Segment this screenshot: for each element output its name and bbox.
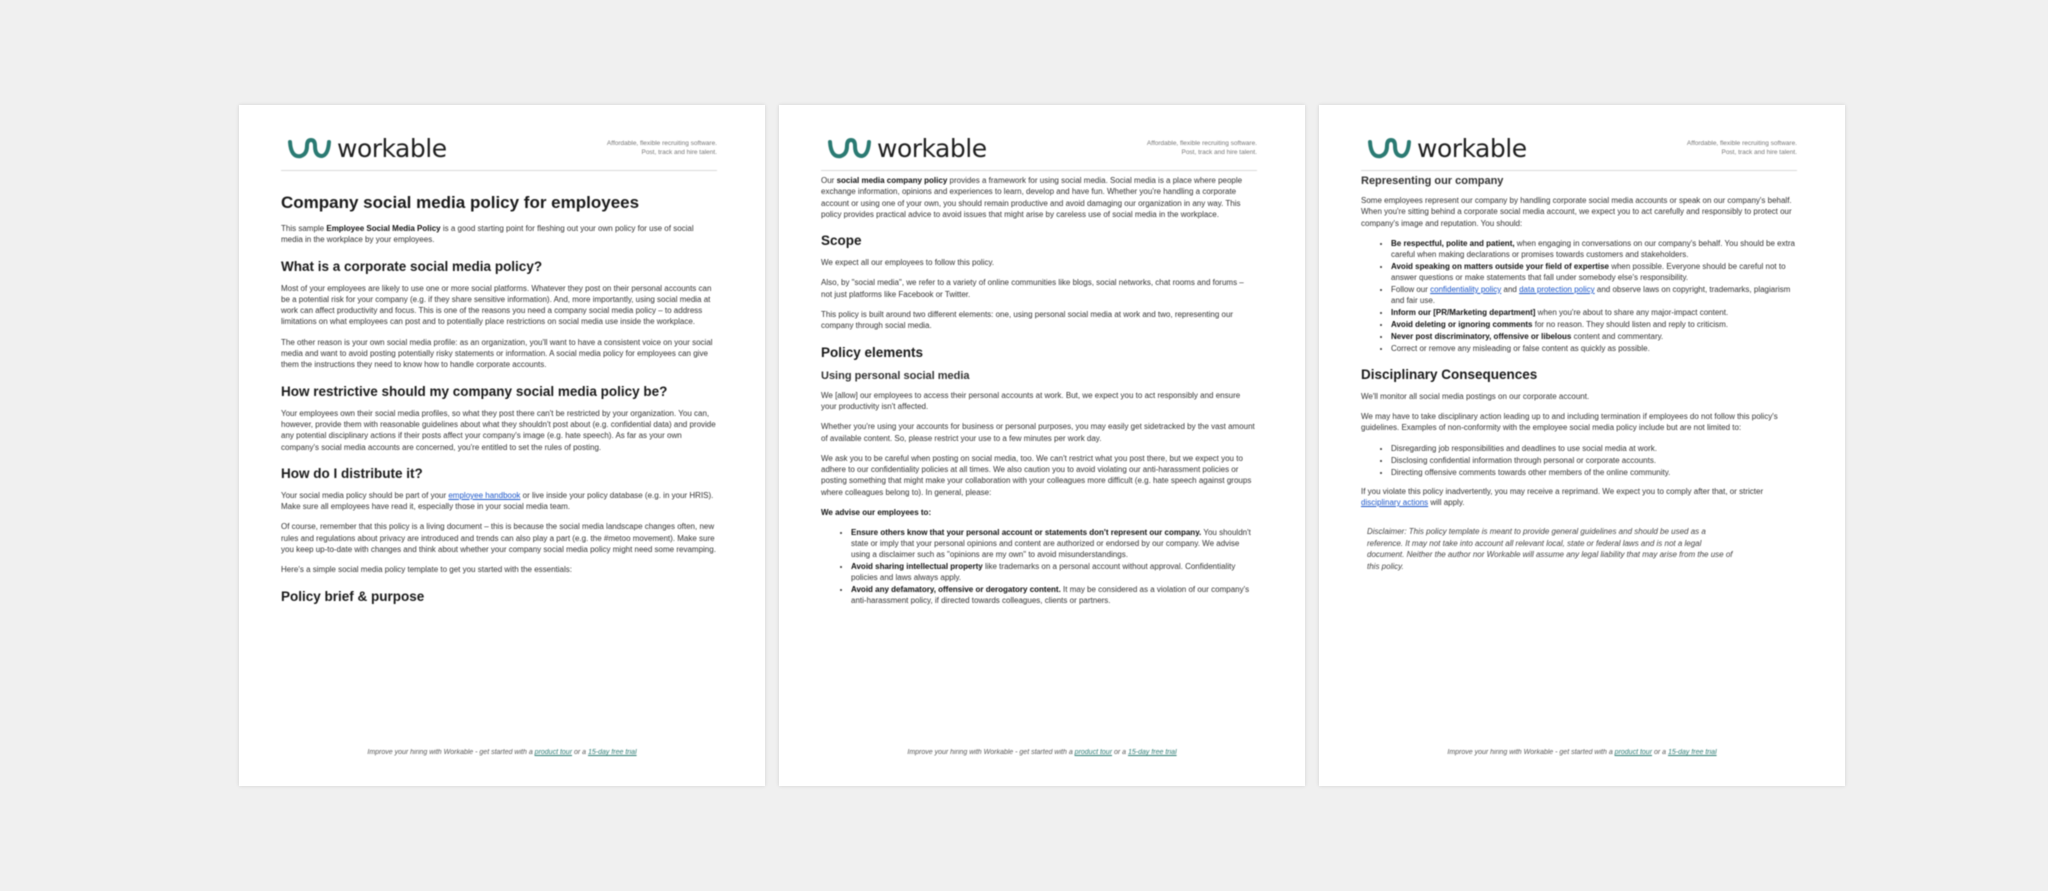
paragraph: We ask you to be careful when posting on social media, too. We can't restrict what you post there, but we expect you to adhere to our confidentiality policies at all times. We also caution you to avoid violating our anti-harassment policies or posting something that might make your collaboration with your colleagues more difficult (e.g. hate speech against groups where colleagues belong to). In general, please: bbox=[821, 453, 1252, 497]
free-trial-link[interactable]: 15-day free trial bbox=[587, 749, 637, 756]
paragraph: Whether you're using your accounts for business or personal purposes, you may easily get sidetracked by the vast amount of available content. So, please restrict your use to a few minutes per work day. bbox=[821, 422, 1255, 443]
product-tour-link[interactable]: product tour bbox=[1074, 749, 1113, 756]
paragraph: Most of your employees are likely to use one or more social platforms. Whatever they post on their personal accounts can be a potential risk for your company (e.g. if they share sensitive information). And, more importantly, using social media at work can affect productivity and focus. This is one of the reasons you need a company social media policy – to address limitations on what employees can post and to potentially place restrictions on social media use inside the workplace. bbox=[281, 283, 712, 327]
representing-list bbox=[1361, 238, 1797, 354]
document-page-3 bbox=[1319, 105, 1845, 786]
heading-disciplinary: Disciplinary Consequences bbox=[1361, 366, 1538, 382]
list-item: • Avoid deleting or ignoring comments for no reason. They should listen and reply to criticism. bbox=[1391, 319, 1797, 330]
paragraph: We expect all our employees to follow this policy. bbox=[821, 258, 995, 268]
paragraph: We advise our employees to: bbox=[821, 508, 932, 518]
data-protection-policy-link[interactable]: data protection policy bbox=[1519, 284, 1595, 294]
paragraph: We'll monitor all social media postings on our corporate account. bbox=[1361, 391, 1590, 401]
list-item: • Avoid speaking on matters outside your field of expertise when possible. Everyone should be careful not to answer questions or make statements that fall under somebody else's responsibility. bbox=[1391, 261, 1797, 283]
intro-paragraph: This sample Employee Social Media Policy is a good starting point for fleshing out your own policy for use of social media in the workplace by your employees. bbox=[281, 224, 694, 245]
confidentiality-policy-link[interactable]: confidentiality policy bbox=[1430, 284, 1502, 294]
list-item: • Correct or remove any misleading or false content as quickly as possible. bbox=[1391, 343, 1797, 354]
advice-list bbox=[821, 527, 1257, 606]
workable-logo-icon bbox=[287, 136, 331, 162]
workable-logo bbox=[287, 134, 447, 163]
list-item: • Directing offensive comments towards other members of the online community. bbox=[1391, 467, 1797, 478]
list-item: • Disclosing confidential information through personal or corporate accounts. bbox=[1391, 455, 1797, 466]
page-header bbox=[1361, 105, 1797, 171]
page-footer: Improve your hiring with Workable - get started with a product tour or a 15-day free trial bbox=[1447, 749, 1717, 756]
paragraph: The other reason is your own social media profile: as an organization, you'll want to have a consistent voice on your social media and want to avoid posting potentially risky statements or information. A social media policy for employees can give them the instructions they need to know how to handle corporate accounts. bbox=[281, 337, 713, 370]
list-item: • Avoid sharing intellectual property like trademarks on a personal account without approval. Confidentiality policies and laws always apply. bbox=[851, 561, 1257, 583]
document-title: Company social media policy for employees bbox=[281, 193, 640, 212]
heading-policy-brief: Policy brief & purpose bbox=[281, 588, 425, 604]
paragraph: This policy is built around two different elements: one, using personal social media at work and two, representing our company through social media. bbox=[821, 310, 1234, 331]
paragraph: Of course, remember that this policy is a living document – this is because the social media landscape changes often, new rules and regulations about privacy are introduced and trends can also play a part (e.g. the #metoo movement). Make sure you keep up-to-date with changes and think about whether your company social media policy might need some revamping. bbox=[281, 522, 716, 555]
tagline-line-1: Affordable, flexible recruiting software. bbox=[606, 140, 717, 147]
paragraph: Some employees represent our company by handling corporate social media accounts or speak on our company's behalf. When you're sitting behind a corporate social media account, we expect you to act carefully and responsibly to protect our company's image and reputation. You should: bbox=[1361, 196, 1792, 228]
heading-scope: Scope bbox=[821, 233, 862, 249]
logo-text: workable bbox=[337, 134, 447, 163]
employee-handbook-link[interactable]: employee handbook bbox=[448, 490, 521, 500]
logo-text: workable bbox=[877, 134, 987, 163]
page-content bbox=[821, 171, 1257, 606]
tagline-line-2: Post, track and hire talent. bbox=[1181, 148, 1257, 156]
list-item: • Be respectful, polite and patient, when engaging in conversations on our company's behalf. You should be extra careful when making declarations or promises towards customers and stakeholders. bbox=[1391, 238, 1797, 260]
subheading-personal: Using personal social media bbox=[821, 369, 970, 382]
non-conformity-list bbox=[1361, 443, 1797, 478]
tagline-line-2: Post, track and hire talent. bbox=[641, 148, 717, 156]
tagline-line-1: Affordable, flexible recruiting software. bbox=[1686, 140, 1797, 147]
tagline bbox=[1147, 140, 1257, 157]
workable-logo-icon bbox=[1367, 136, 1411, 162]
paragraph: We may have to take disciplinary action leading up to and including termination if employees do not follow this policy's guidelines. Examples of non-conformity with the employee social media policy include but are not limited to: bbox=[1361, 412, 1778, 433]
page-footer: Improve your hiring with Workable - get started with a product tour or a 15-day free trial bbox=[907, 749, 1177, 756]
heading-policy-elements: Policy elements bbox=[821, 344, 924, 360]
page-content bbox=[281, 171, 717, 604]
page-footer: Improve your hiring with Workable - get started with a product tour or a 15-day free trial bbox=[367, 749, 637, 756]
subheading-representing: Representing our company bbox=[1361, 175, 1504, 187]
document-page-2 bbox=[779, 105, 1305, 786]
tagline bbox=[607, 140, 717, 157]
paragraph: Here's a simple social media policy template to get you started with the essentials: bbox=[281, 565, 572, 575]
list-item: • Never post discriminatory, offensive or libelous content and commentary. bbox=[1391, 331, 1797, 342]
list-item: • Inform our [PR/Marketing department] when you're about to share any major-impact content. bbox=[1391, 307, 1797, 318]
disciplinary-actions-link[interactable]: disciplinary actions bbox=[1361, 498, 1429, 508]
paragraph: Also, by "social media", we refer to a variety of online communities like blogs, social networks, chat rooms and forums – not just platforms like Facebook or Twitter. bbox=[821, 278, 1244, 299]
tagline-line-2: Post, track and hire talent. bbox=[1721, 148, 1797, 156]
heading-restrictive: How restrictive should my company social media policy be? bbox=[281, 383, 668, 399]
paragraph: Your employees own their social media profiles, so what they post there can't be restricted by your organization. You can, however, provide them with reasonable guidelines about what they shouldn't post about (e.g. confidential data) and provide any potential disciplinary actions if their posts affect your company's image (e.g. hate speech). As far as your own company's social media accounts are concerned, you're entitled to set the rules of posting. bbox=[281, 408, 716, 452]
workable-logo bbox=[1367, 134, 1527, 163]
workable-logo bbox=[827, 134, 987, 163]
workable-logo-icon bbox=[827, 136, 871, 162]
document-page-1 bbox=[239, 105, 765, 786]
free-trial-link[interactable]: 15-day free trial bbox=[1127, 749, 1177, 756]
paragraph: If you violate this policy inadvertently, you may receive a reprimand. We expect you to comply after that, or stricter disciplinary actions will apply. bbox=[1361, 486, 1764, 508]
heading-distribute: How do I distribute it? bbox=[281, 465, 423, 481]
page-header bbox=[281, 105, 717, 171]
logo-text: workable bbox=[1417, 134, 1527, 163]
list-item: • Disregarding job responsibilities and deadlines to use social media at work. bbox=[1391, 443, 1797, 454]
list-item: • Follow our confidentiality policy and data protection policy and observe laws on copyright, trademarks, plagiarism and fair use. bbox=[1391, 284, 1797, 306]
paragraph: Your social media policy should be part of your employee handbook or live inside your policy database (e.g. in your HRIS). Make sure all employees have read it, especially those in your social media team. bbox=[281, 490, 714, 512]
heading-what-is: What is a corporate social media policy? bbox=[281, 258, 543, 274]
paragraph: We [allow] our employees to access their personal accounts at work. But, we expect you to act responsibly and ensure your productivity isn't affected. bbox=[821, 390, 1241, 411]
page-content bbox=[1361, 171, 1797, 572]
paragraph: Our social media company policy provides a framework for using social media. Social media is a place where people exchange information, opinions and experiences to learn, develop and have fun. Whether you're handling a corporate account or using one of your own, you should remain productive and avoid damaging our organization in any way. This policy provides practical advice to avoid issues that might arise by careless use of social media in the workplace. bbox=[821, 176, 1243, 219]
tagline-line-1: Affordable, flexible recruiting software. bbox=[1146, 140, 1257, 147]
product-tour-link[interactable]: product tour bbox=[1614, 749, 1653, 756]
page-header bbox=[821, 105, 1257, 171]
disclaimer: Disclaimer: This policy template is meant to provide general guidelines and should be used as a reference. It may not take into account all relevant local, state or federal laws and is not a legal document. Neither the author nor Workable will assume any legal liability that may arise from the use of this policy. bbox=[1367, 527, 1733, 571]
list-item: • Ensure others know that your personal account or statements don't represent our company. You shouldn't state or imply that your personal opinions and content are authorized or endorsed by our company. We advise using a disclaimer such as "opinions are my own" to avoid misunderstandings. bbox=[851, 527, 1257, 560]
tagline bbox=[1687, 140, 1797, 157]
list-item: • Avoid any defamatory, offensive or derogatory content. It may be considered as a violation of our company's anti-harassment policy, if directed towards colleagues, clients or partners. bbox=[851, 584, 1257, 606]
free-trial-link[interactable]: 15-day free trial bbox=[1667, 749, 1717, 756]
product-tour-link[interactable]: product tour bbox=[534, 749, 573, 756]
